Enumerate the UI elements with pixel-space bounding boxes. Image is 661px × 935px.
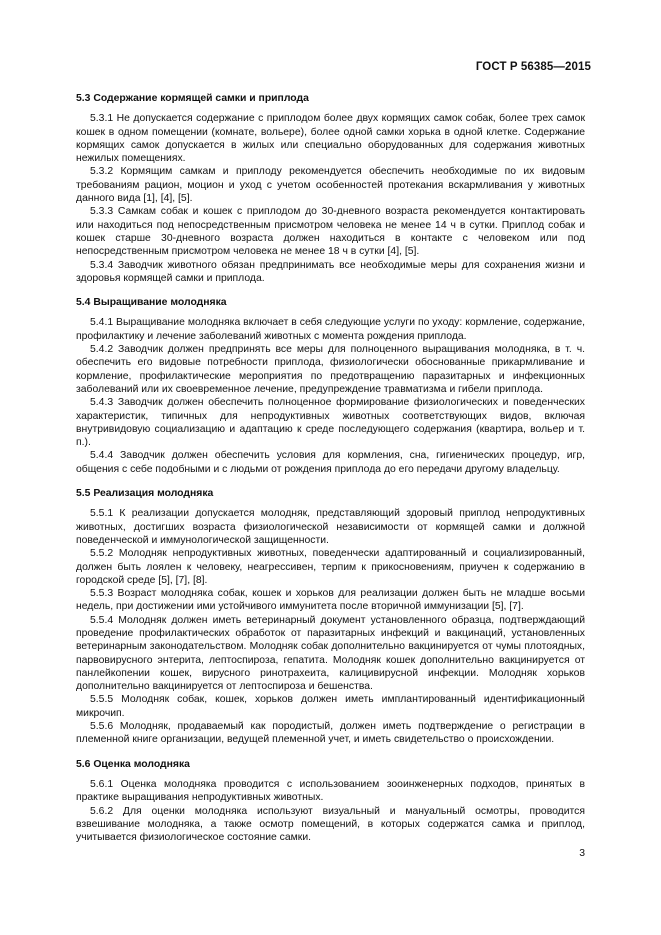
page-number: 3 [579,848,585,859]
paragraph: 5.5.6 Молодняк, продаваемый как породистый, должен иметь подтверждение о регистрации в племенной книге организации, ведущей племенной учет, и иметь свидетельство о происхождении. [76,721,585,746]
paragraph: 5.4.2 Заводчик должен предпринять все меры для полноценного выращивания молодняка, в т. ч. обеспечить его видовые потребности приплода, физиологически обоснованные прикармливание и кормление, профилактические мероприятия по предотвращению паразитарных и инфекционных заболеваний или их своевременное лечение, предупреждение травматизма и гибели приплода. [76,344,585,395]
paragraph: 5.3.1 Не допускается содержание с приплодом более двух кормящих самок собак, более трех самок кошек в одном помещении (комнате, вольере), более одной самки хорька в одной клетке. Содержание кормящих самок допускается в жилых или специально оборудованных для содержания животных нежилых помещениях. [76,113,585,165]
document-header: ГОСТ Р 56385—2015 [475,61,591,73]
paragraph: 5.4.3 Заводчик должен обеспечить полноценное формирование физиологических и поведенческих характеристик, типичных для непродуктивных животных соответствующих видов, включая внутривидовую социализацию и адаптацию к среде последующего содержания (квартира, вольер и т. п.). [76,397,585,449]
document-body [76,92,585,855]
paragraph: 5.6.1 Оценка молодняка проводится с использованием зооинженерных подходов, принятых в практике выращивания непродуктивных животных. [76,778,585,804]
section-title: 5.4 Выращивание молодняка [76,297,227,309]
paragraph: 5.5.4 Молодняк должен иметь ветеринарный документ установленного образца, подтверждающий проведение профилактических обработок от паразитарных инфекций и вакцинаций, установленных ветеринарным законодательством. Молодняк собак дополнительно вакцинируется от чумы плотоядных, парвовирусного энтерита, лептоспироза, гепатита. Молодняк кошек дополнительно вакцинируется от панлейкопении кошек, вирусного ринотрахеита, калицивирусной инфекции. Молодняк хорьков дополнительно вакцинируется от лептоспироза и бешенства. [76,614,585,693]
paragraph: 5.3.2 Кормящим самкам и приплоду рекомендуется обеспечить необходимые по их видовым требованиям рацион, моцион и уход с учетом особенностей протекания вскармливания у животных данного вида [1], [4], [5]. [76,166,585,205]
paragraph: 5.5.1 К реализации допускается молодняк, представляющий здоровый приплод непродуктивных животных, достигших возраста физиологической независимости от кормящей самки и должной поведенческой и иммунологической защищенности. [76,508,585,546]
section-title: 5.3 Содержание кормящей самки и приплода [76,93,309,104]
section-title: 5.5 Реализация молодняка [76,488,214,500]
paragraph: 5.5.3 Возраст молодняка собак, кошек и хорьков для реализации должен быть не младше восьми недель, при достижении ими устойчивого иммунитета после вторичной иммунизации [5], [7]. [76,588,585,613]
paragraph: 5.5.5 Молодняк собак, кошек, хорьков должен иметь имплантированный идентификационный микрочип. [76,694,585,719]
section-5-6 [76,758,585,845]
paragraph: 5.3.4 Заводчик животного обязан предпринимать все необходимые меры для сохранения жизни и здоровья кормящей самки и приплода. [76,259,585,284]
section-5-4 [76,296,585,476]
paragraph: 5.4.1 Выращивание молодняка включает в себя следующие услуги по уходу: кормление, содержание, профилактику и лечение заболеваний животных с момента рождения приплода. [76,317,585,342]
paragraph: 5.3.3 Самкам собак и кошек с приплодом до 30-дневного возраста рекомендуется контактировать или находиться под непосредственным присмотром человека не менее 14 ч в сутки. Приплод собак и кошек старше 30-дневного возраста должен находиться в контакте с человеком или под непосредственным присмотром человека не менее 18 ч в сутки [4], [5]. [76,206,585,258]
section-title: 5.6 Оценка молодняка [76,758,190,770]
section-5-5 [76,487,585,747]
section-5-3 [76,92,585,285]
paragraph: 5.4.4 Заводчик должен обеспечить условия для кормления, сна, гигиенических процедур, игр, общения с себе подобными и с людьми от рождения приплода до его передачи другому владельцу. [76,450,585,475]
paragraph: 5.5.2 Молодняк непродуктивных животных, поведенчески адаптированный и социализированный, должен быть лоялен к человеку, неагрессивен, терпим к прикосновениям, приучен к содержанию в городской среде [5], [7], [8]. [76,548,585,586]
paragraph: 5.6.2 Для оценки молодняка используют визуальный и мануальный осмотры, проводится взвешивание молодняка, а также осмотр помещений, в которых содержатся самка и приплод, учитывается физиологическое состояние самки. [76,805,585,844]
